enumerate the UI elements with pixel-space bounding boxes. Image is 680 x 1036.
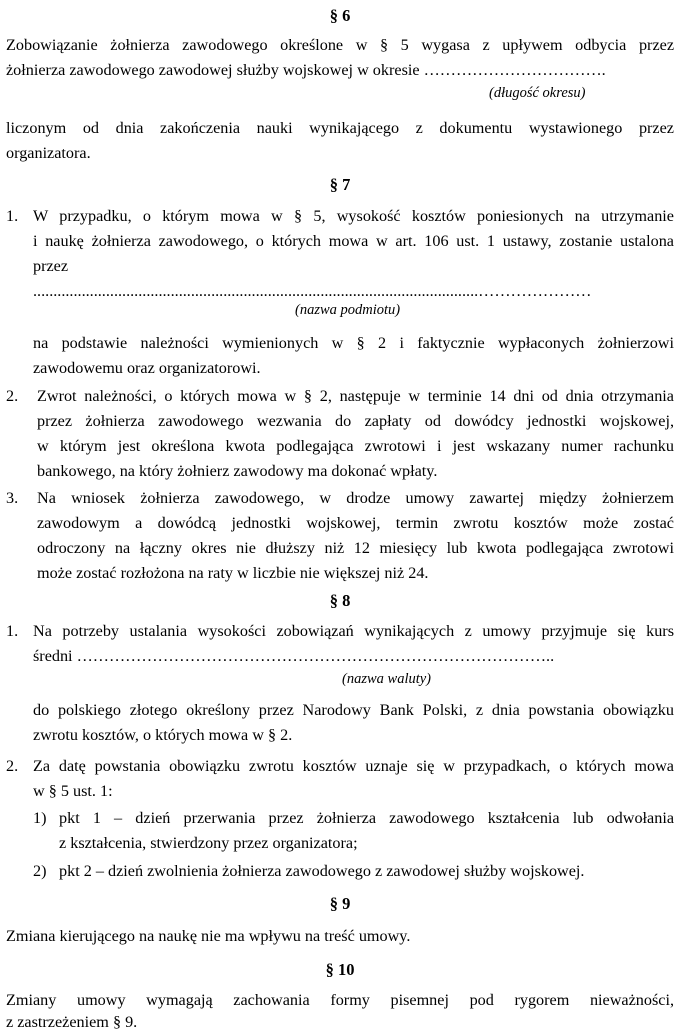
s7-item-1-line-1: W przypadku, o którym mowa w § 5, wysokość kosztów poniesionych na utrzymanie [33, 207, 674, 225]
s8-subitem-1-number: 1) [33, 809, 47, 827]
s7-item-2-line-4: bankowego, na który żołnierz zawodowy ma dokonać wpłaty. [37, 462, 438, 480]
s7-item-1-number: 1. [6, 207, 19, 225]
s7-item-2-line-3: w którym jest określona kwota podlegająca zwrotowi i jest wskazany numer rachunku [37, 437, 674, 455]
section-heading-6: § 6 [329, 6, 351, 25]
s8-caption-currency-name: (nazwa waluty) [342, 671, 432, 687]
s8-item-1-line-1: Na potrzeby ustalania wysokości zobowiązań wynikających z umowy przyjmuje się kurs [33, 622, 674, 640]
s8-item-2-number: 2. [6, 757, 19, 775]
section-heading-8: § 8 [329, 591, 351, 610]
s7-item-2-line-1: Zwrot należności, o których mowa w § 2, następuje w terminie 14 dni od dnia otrzymania [37, 387, 674, 405]
s8-subitem-2-number: 2) [33, 862, 47, 880]
s7-item-3-line-2: zawodowym a dowódcą jednostki wojskowej, termin zwrotu kosztów może zostać [37, 514, 674, 532]
s7-item-1-line-4: na podstawie należności wymienionych w § 2 i faktycznie wypłaconych żołnierzowi [33, 334, 674, 352]
s7-item-1-line-2: i naukę żołnierza zawodowego, o których mowa w art. 106 ust. 1 ustawy, zostanie ustalona [33, 232, 674, 250]
s7-item-3-line-1: Na wniosek żołnierza zawodowego, w drodze umowy zawartej między żołnierzem [37, 489, 674, 507]
s7-entity-fill-dots: ..............................................................................................................………………… [33, 282, 592, 300]
s6-caption-period-length: (długość okresu) [489, 85, 586, 101]
s8-item-1-line-2: średni …………………………………………………………………………….. [33, 647, 555, 665]
s6-text-line-3: liczonym od dnia zakończenia nauki wynikającego z dokumentu wystawionego przez [6, 119, 674, 137]
s7-item-2-number: 2. [6, 387, 19, 405]
s8-item-1-line-3: do polskiego złotego określony przez Narodowy Bank Polski, z dnia powstania obowiązku [33, 701, 674, 719]
s7-item-3-number: 3. [6, 489, 19, 507]
s7-item-1-line-3: przez [33, 257, 69, 275]
s9-text-line-1: Zmiana kierującego na naukę nie ma wpływu na treść umowy. [6, 927, 411, 945]
s8-item-2-line-1: Za datę powstania obowiązku zwrotu kosztów uznaje się w przypadkach, o których mowa [33, 757, 674, 775]
s6-text-line-2: żołnierza zawodowego zawodowej służby wojskowej w okresie ……………………………. [6, 61, 606, 79]
s8-subitem-1-line-2: z kształcenia, stwierdzony przez organizatora; [59, 834, 358, 852]
s8-item-1-line-4: zwrotu kosztów, o których mowa w § 2. [33, 726, 293, 744]
s8-subitem-2-line-1: pkt 2 – dzień zwolnienia żołnierza zawodowego z zawodowej służby wojskowej. [59, 862, 585, 880]
section-heading-9: § 9 [329, 894, 351, 913]
s7-caption-entity-name: (nazwa podmiotu) [295, 302, 401, 318]
s10-text-line-1: Zmiany umowy wymagają zachowania formy pisemnej pod rygorem nieważności, [6, 991, 674, 1009]
s7-item-2-line-2: przez żołnierza zawodowego wezwania do zapłaty od dowódcy jednostki wojskowej, [37, 412, 674, 430]
s6-text-line-1: Zobowiązanie żołnierza zawodowego określone w § 5 wygasa z upływem odbycia przez [6, 36, 674, 54]
s7-item-3-line-3: odroczony na łączny okres nie dłuższy niż 12 miesięcy lub kwota podlegająca zwrotowi [37, 539, 674, 557]
s8-subitem-1-line-1: pkt 1 – dzień przerwania przez żołnierza zawodowego kształcenia lub odwołania [59, 809, 674, 827]
s7-item-1-line-5: zawodowemu oraz organizatorowi. [33, 359, 261, 377]
s6-text-line-4: organizatora. [6, 144, 91, 162]
section-heading-10: § 10 [325, 960, 355, 979]
s7-item-3-line-4: może zostać rozłożona na raty w liczbie nie większej niż 24. [37, 564, 429, 582]
s8-item-1-number: 1. [6, 622, 19, 640]
s10-text-line-2: z zastrzeżeniem § 9. [6, 1013, 138, 1031]
s8-item-2-line-2: w § 5 ust. 1: [33, 782, 113, 800]
section-heading-7: § 7 [329, 175, 351, 194]
